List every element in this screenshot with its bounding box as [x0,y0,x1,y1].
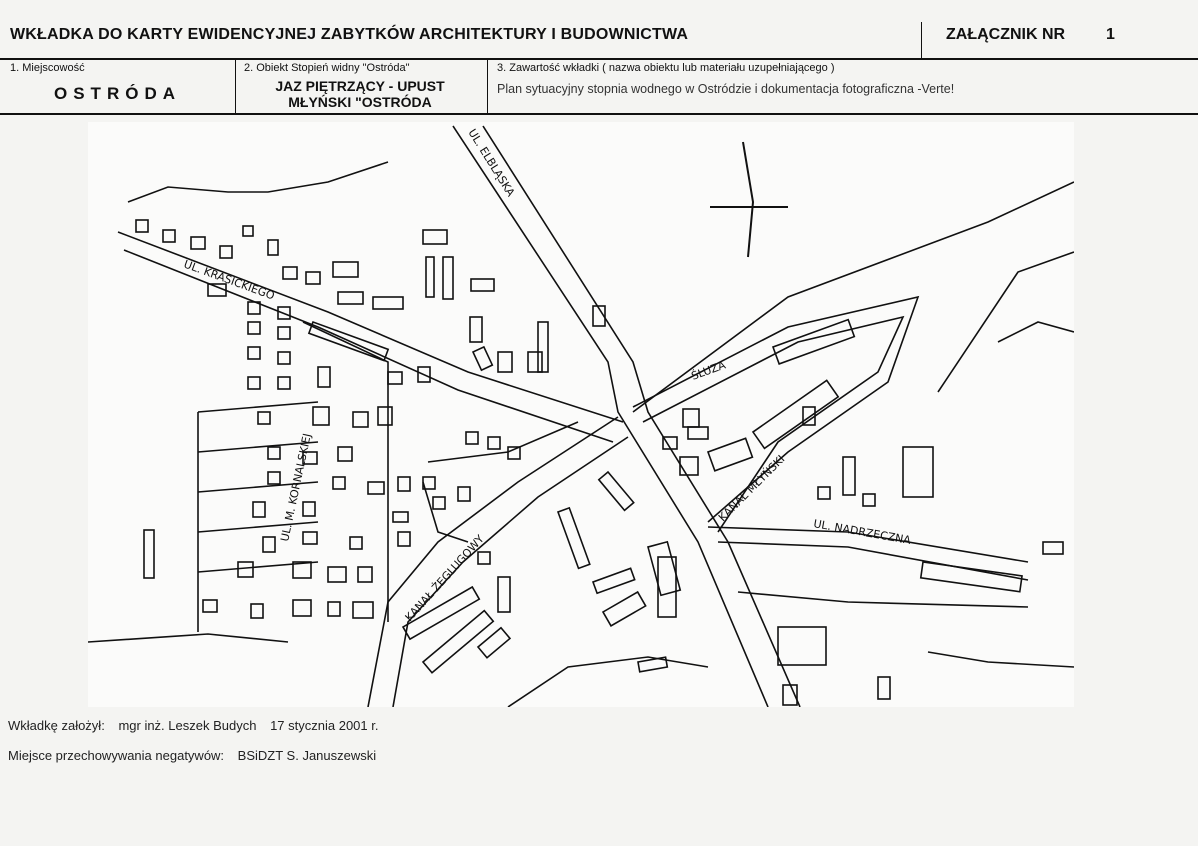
footer-author [8,718,388,733]
card-title: WKŁADKA DO KARTY EWIDENCYJNEJ ZABYTKÓW ARCHITEKTURY I BUDOWNICTWA [10,26,689,43]
street-label-kornalskiej: UL. M. KORNALSKIEJ [278,432,314,543]
annex-number: 1 [1106,26,1115,43]
created-date: 17 stycznia 2001 r. [270,718,379,733]
created-label: Wkładkę założył: [8,718,105,733]
site-plan-drawing [88,122,1074,707]
field-divider-2 [487,60,488,114]
field-divider-1 [235,60,236,114]
street-label-krasickiego: UL. KRASICKIEGO [181,257,277,303]
annex-divider [921,22,922,58]
storage-label: Miejsce przechowywania negatywów: [8,748,225,763]
header-bottom-border [0,113,1198,115]
site-plan-map [88,122,1074,707]
object-line-1: JAZ PIĘTRZĄCY - UPUST [275,78,445,94]
lock-label-sluza: ŚLUZA [689,358,728,383]
content-label: 3. Zawartość wkładki ( nazwa obiektu lub materiału uzupełniającego ) [497,62,835,74]
locality-value: OSTRÓDA [54,84,181,103]
footer-storage [8,748,386,763]
annex-label: ZAŁĄCZNIK NR [946,26,1066,43]
road-elblaska-west-edge [453,126,768,707]
content-value: Plan sytuacyjny stopnia wodnego w Ostródzie i dokumentacja fotograficzna -Verte! [497,82,955,96]
storage-value: BSiDZT S. Januszewski [237,748,377,763]
object-value [240,78,480,110]
card-header [0,0,1198,116]
locality-label: 1. Miejscowość [10,62,85,74]
object-label: 2. Obiekt Stopień widny "Ostróda" [244,62,410,74]
created-by: mgr inż. Leszek Budych [118,718,257,733]
header-divider [0,58,1198,60]
street-label-elblaska: UL. ELBLĄSKA [465,126,518,199]
canal-label-zeglugowy: KANAŁ ŻEGLUGOWY [402,532,487,625]
canal-label-mlynski: KANAŁ MŁYŃSKI [715,452,788,525]
object-line-2: MŁYŃSKI "OSTRÓDA [288,94,432,110]
street-label-nadrzeczna: UL. NADRZECZNA [812,517,912,548]
